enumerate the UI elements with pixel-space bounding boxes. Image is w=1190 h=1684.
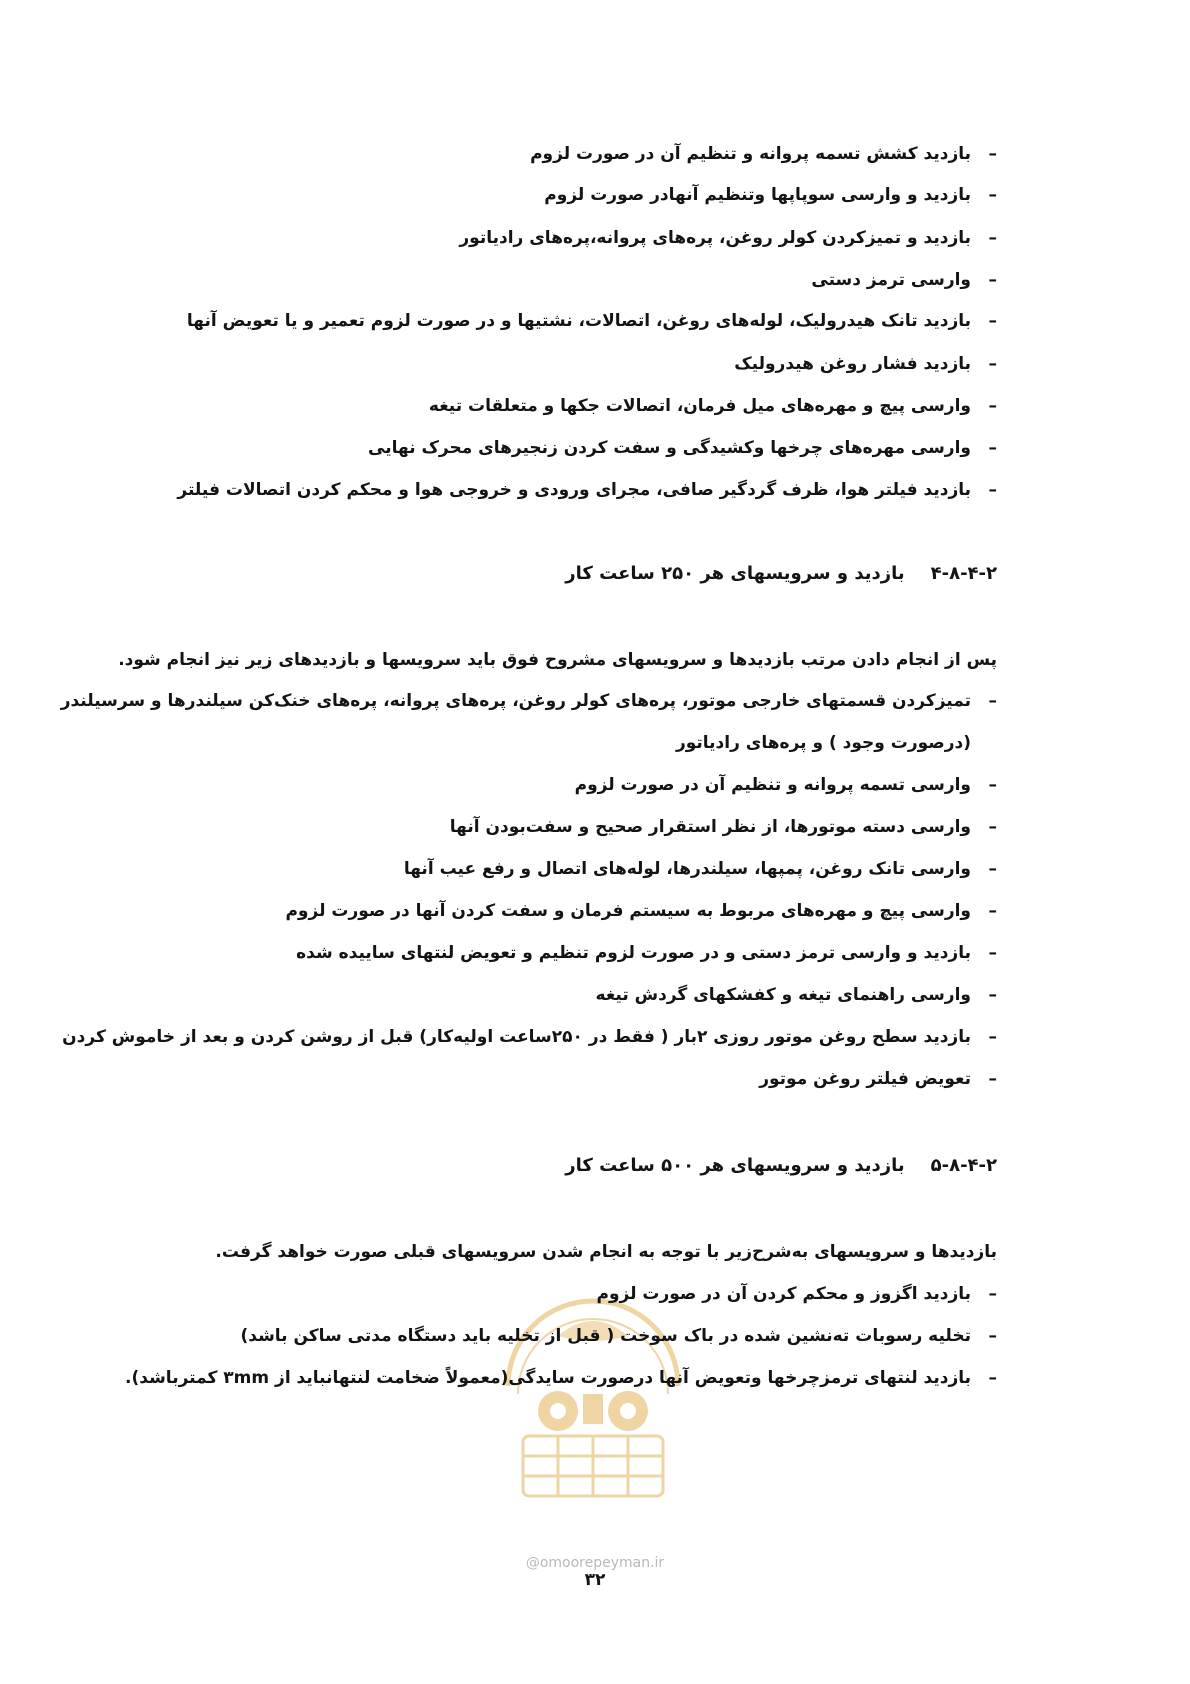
- bullet-dash: –: [988, 1069, 997, 1089]
- bullet-dash: –: [988, 480, 997, 500]
- list-item: –بازدید فشار روغن هیدرولیک: [734, 354, 997, 374]
- page-number: ۳۲: [584, 1570, 606, 1590]
- list-item: –بازدید لنتهای ترمزچرخها وتعویض آنها درصورت سایدگی(معمولاً ضخامت لنتهانباید از ۳mm کمترباشد).: [125, 1368, 997, 1388]
- bullet-dash: –: [988, 985, 997, 1005]
- list-item: –وارسی پیچ و مهره‌های میل فرمان، اتصالات جکها و متعلقات تیغه: [428, 396, 997, 416]
- bullet-dash: –: [988, 1284, 997, 1304]
- list-item: –وارسی راهنمای تیغه و کفشکهای گردش تیغه: [595, 985, 997, 1005]
- list-item: –بازدید سطح روغن موتور روزی ۲بار ( فقط در ۲۵۰ساعت اولیه‌کار) قبل از روشن کردن و بعد از خاموش کردن: [62, 1027, 997, 1047]
- list-item: –بازدید و وارسی ترمز دستی و در صورت لزوم تنظیم و تعویض لنتهای ساییده شده: [296, 943, 997, 963]
- watermark-logo-icon: [488, 1276, 698, 1506]
- section-intro: پس از انجام دادن مرتب بازدیدها و سرویسهای مشروح فوق باید سرویسها و بازدیدهای زیر نیز انجام شود.: [118, 650, 997, 670]
- section-title: بازدید و سرویسهای هر ۲۵۰ ساعت کار: [565, 563, 905, 584]
- bullet-dash: –: [988, 817, 997, 837]
- list-item: –وارسی پیچ و مهره‌های مربوط به سیستم فرمان و سفت کردن آنها در صورت لزوم: [285, 901, 997, 921]
- section-heading-250: [565, 561, 997, 587]
- bullet-dash: –: [988, 354, 997, 374]
- list-item: –وارسی دسته موتورها، از نظر استقرار صحیح و سفت‌بودن آنها: [449, 817, 997, 837]
- list-item: –بازدید و وارسی سوپاپها وتنظیم آنهادر صورت لزوم: [544, 185, 997, 205]
- section-intro: بازدیدها و سرویسهای به‌شرح‌زیر با توجه به انجام شدن سرویسهای قبلی صورت خواهد گرفت.: [215, 1242, 997, 1262]
- bullet-dash: –: [988, 228, 997, 248]
- bullet-dash: –: [988, 1368, 997, 1388]
- list-item: –بازدید فیلتر هوا، ظرف گردگیر صافی، مجرای ورودی و خروجی هوا و محکم کردن اتصالات فیلتر: [177, 480, 997, 500]
- bullet-dash: –: [988, 943, 997, 963]
- list-item: –وارسی مهره‌های چرخها وکشیدگی و سفت کردن زنجیرهای محرک نهایی: [368, 438, 997, 458]
- bullet-dash: –: [988, 185, 997, 205]
- section-title: بازدید و سرویسهای هر ۵۰۰ ساعت کار: [565, 1155, 905, 1176]
- bullet-dash: –: [988, 859, 997, 879]
- list-item: –بازدید و تمیزکردن کولر روغن، پره‌های پروانه،پره‌های رادیاتور: [459, 228, 997, 248]
- list-item: –وارسی ترمز دستی: [811, 270, 997, 290]
- bullet-dash: –: [988, 270, 997, 290]
- list-item-continuation: (درصورت وجود ) و پره‌های رادیاتور: [675, 733, 971, 753]
- list-item: –تخلیه رسوبات ته‌نشین شده در باک سوخت ( قبل از تخلیه باید دستگاه مدتی ساکن باشد): [240, 1326, 997, 1346]
- section-number: ۵-۸-۴-۲: [930, 1155, 997, 1176]
- list-item: –وارسی تسمه پروانه و تنظیم آن در صورت لزوم: [574, 775, 997, 795]
- watermark-url: @omoorepeyman.ir: [525, 1555, 665, 1571]
- bullet-dash: –: [988, 311, 997, 331]
- list-item: –تمیزکردن قسمتهای خارجی موتور، پره‌های کولر روغن، پره‌های پروانه، پره‌های خنک‌کن سیلندرها و سرسیلندر: [60, 691, 997, 711]
- bullet-dash: –: [988, 1027, 997, 1047]
- bullet-dash: –: [988, 396, 997, 416]
- bullet-dash: –: [988, 144, 997, 164]
- bullet-dash: –: [988, 1326, 997, 1346]
- list-item: –بازدید تانک هیدرولیک، لوله‌های روغن، اتصالات، نشتیها و در صورت لزوم تعمیر و یا تعویض آنها: [186, 311, 997, 331]
- list-item: –وارسی تانک روغن، پمپها، سیلندرها، لوله‌های اتصال و رفع عیب آنها: [403, 859, 997, 879]
- bullet-dash: –: [988, 691, 997, 711]
- list-item: –تعویض فیلتر روغن موتور: [759, 1069, 997, 1089]
- bullet-dash: –: [988, 901, 997, 921]
- list-item: –بازدید کشش تسمه پروانه و تنظیم آن در صورت لزوم: [530, 144, 997, 164]
- section-heading-500: [565, 1153, 997, 1179]
- list-item: –بازدید اگزوز و محکم کردن آن در صورت لزوم: [596, 1284, 997, 1304]
- bullet-dash: –: [988, 775, 997, 795]
- section-number: ۴-۸-۴-۲: [930, 563, 997, 584]
- bullet-dash: –: [988, 438, 997, 458]
